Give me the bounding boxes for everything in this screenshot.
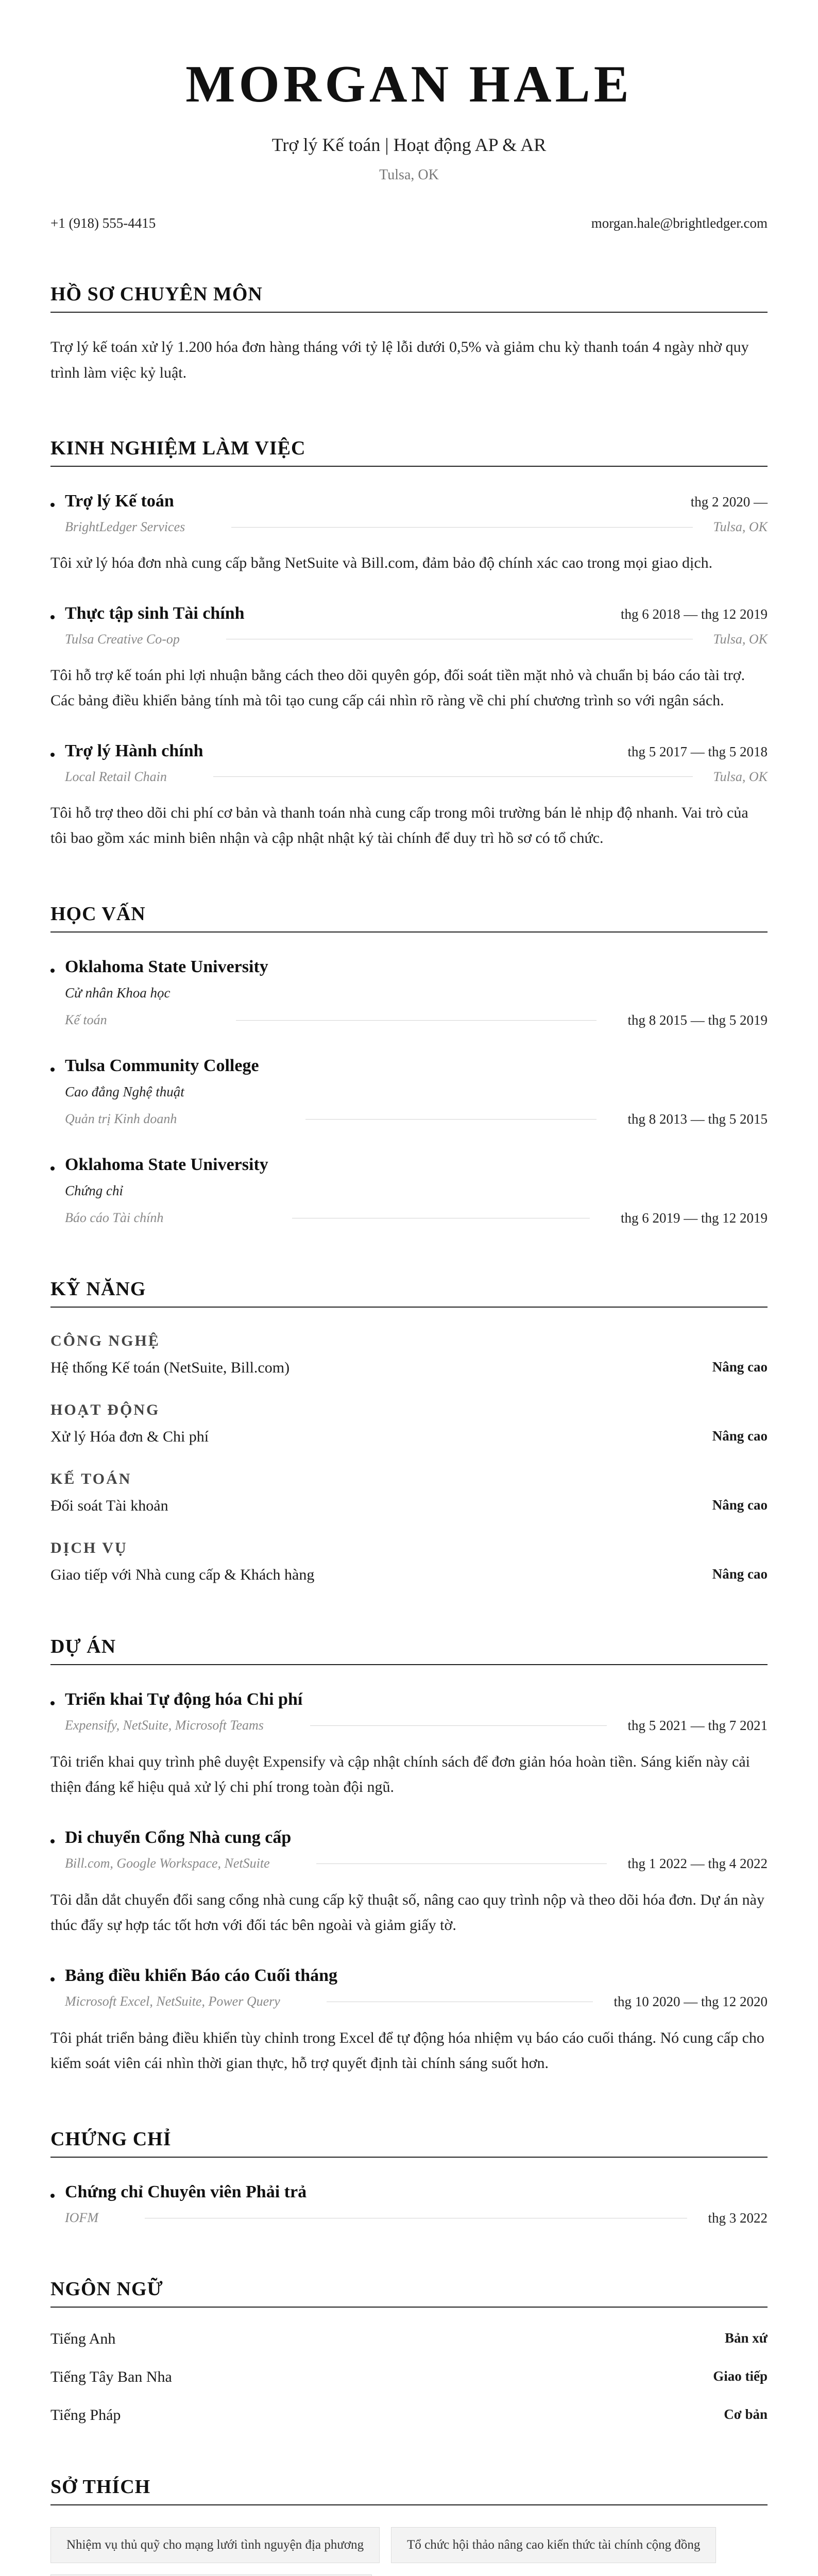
skill-level: Nâng cao [712, 1428, 768, 1444]
education-entry [50, 1056, 768, 1127]
education-entry [50, 957, 768, 1028]
study-field: Kế toán [65, 1012, 107, 1028]
language-name: Tiếng Anh [50, 2330, 116, 2347]
project-date: thg 1 2022 — thg 4 2022 [627, 1855, 768, 1871]
candidate-role: Trợ lý Kế toán | Hoạt động AP & AR [271, 134, 547, 156]
experience-entry [50, 741, 768, 851]
bullet-icon [50, 1067, 55, 1072]
language-row [50, 2406, 768, 2424]
job-location: Tulsa, OK [713, 631, 768, 647]
certification-title: Chứng chỉ Chuyên viên Phải trả [65, 2182, 307, 2201]
skill-name: Xử lý Hóa đơn & Chi phí [50, 1428, 209, 1445]
certification-entry [50, 2182, 768, 2226]
bullet-icon [50, 1701, 55, 1705]
education-date: thg 6 2019 — thg 12 2019 [620, 1210, 768, 1226]
skill-name: Đối soát Tài khoản [50, 1497, 168, 1514]
section-title: KỸ NĂNG [50, 1278, 768, 1308]
project-description: Tôi dẫn dắt chuyển đổi sang cổng nhà cung cấp kỹ thuật số, nâng cao quy trình nộp và theo dõi hóa đơn. Dự án này thúc đẩy sự hợp tác tốt hơn với đối tác bên ngoài và giảm giấy tờ. [50, 1891, 764, 1934]
interest-chips [50, 2527, 768, 2576]
degree-name: Cao đẳng Nghệ thuật [65, 1083, 184, 1099]
bullet-icon [50, 753, 55, 757]
bullet-icon [50, 1977, 55, 1981]
summary-section [50, 283, 768, 385]
skill-category: DỊCH VỤ [50, 1539, 128, 1556]
email-address[interactable]: morgan.hale@brightledger.com [591, 215, 768, 231]
certification-issuer: IOFM [65, 2210, 98, 2226]
job-title: Thực tập sinh Tài chính [65, 603, 245, 623]
degree-name: Chứng chỉ [65, 1182, 123, 1198]
certification-date: thg 3 2022 [708, 2210, 768, 2226]
divider [316, 1863, 607, 1864]
project-entry [50, 1966, 768, 2076]
bullet-icon [50, 2194, 55, 2198]
study-field: Báo cáo Tài chính [65, 1210, 164, 1226]
education-section [50, 903, 768, 1226]
divider [310, 1725, 607, 1726]
job-title: Trợ lý Hành chính [65, 741, 203, 760]
interest-chip: Nhiệm vụ thủ quỹ cho mạng lưới tình nguyện địa phương [50, 2527, 380, 2563]
language-row [50, 2368, 768, 2386]
divider [231, 527, 692, 528]
project-entry [50, 1690, 768, 1800]
study-field: Quản trị Kinh doanh [65, 1111, 177, 1127]
skill-category: CÔNG NGHỆ [50, 1332, 160, 1349]
degree-name: Cử nhân Khoa học [65, 985, 171, 1001]
project-tools: Bill.com, Google Workspace, NetSuite [65, 1856, 270, 1871]
education-date: thg 8 2013 — thg 5 2015 [627, 1111, 768, 1127]
language-name: Tiếng Pháp [50, 2406, 121, 2424]
section-title: KINH NGHIỆM LÀM VIỆC [50, 437, 768, 467]
skill-name: Giao tiếp với Nhà cung cấp & Khách hàng [50, 1566, 315, 1583]
divider [213, 776, 693, 777]
job-description: Tôi hỗ trợ theo dõi chi phí cơ bản và thanh toán nhà cung cấp trong môi trường bán lẻ nhịp độ nhanh. Vai trò của tôi bao gồm xác minh biên nhận và cập nhật nhật ký tài chính để duy trì hồ sơ có tổ chức. [50, 804, 748, 847]
bullet-icon [50, 969, 55, 973]
skill-level: Nâng cao [712, 1359, 768, 1375]
job-description: Tôi xử lý hóa đơn nhà cung cấp bằng NetSuite và Bill.com, đảm bảo độ chính xác cao trong mọi giao dịch. [50, 554, 713, 572]
bullet-icon [50, 1166, 55, 1171]
project-description: Tôi phát triển bảng điều khiển tùy chỉnh trong Excel để tự động hóa nhiệm vụ báo cáo cuối tháng. Nó cung cấp cho kiểm soát viên cái nhìn thời gian thực, hỗ trợ quyết định tài chính sáng suốt hơn. [50, 2029, 764, 2072]
phone-number: +1 (918) 555-4415 [50, 215, 156, 231]
job-date: thg 2 2020 — [690, 494, 768, 510]
section-title: SỞ THÍCH [50, 2476, 768, 2505]
summary-text: Trợ lý kế toán xử lý 1.200 hóa đơn hàng tháng với tỷ lệ lỗi dưới 0,5% và giảm chu kỳ thanh toán 4 ngày nhờ quy trình làm việc kỷ luật. [50, 338, 749, 381]
project-entry [50, 1828, 768, 1938]
skill-group [50, 1401, 768, 1446]
candidate-location: Tulsa, OK [379, 167, 439, 183]
job-location: Tulsa, OK [713, 769, 768, 784]
language-level: Giao tiếp [713, 2368, 768, 2384]
bullet-icon [50, 1839, 55, 1843]
experience-section [50, 437, 768, 851]
job-location: Tulsa, OK [713, 519, 768, 535]
project-title: Di chuyển Cổng Nhà cung cấp [65, 1827, 292, 1847]
job-description: Tôi hỗ trợ kế toán phi lợi nhuận bằng cách theo dõi quyên góp, đối soát tiền mặt nhỏ và chuẩn bị báo cáo tài trợ. Các bảng điều khiển bảng tính mà tôi tạo cung cấp cái nhìn rõ ràng về chi phí chương trình so với ngân sách. [50, 666, 745, 709]
interests-section [50, 2476, 768, 2576]
resume-header [50, 0, 768, 183]
contact-row [50, 215, 768, 231]
company-name: Tulsa Creative Co-op [65, 631, 180, 647]
skill-category: KẾ TOÁN [50, 1470, 132, 1487]
school-name: Tulsa Community College [65, 1056, 259, 1075]
school-name: Oklahoma State University [65, 957, 268, 976]
language-row [50, 2330, 768, 2348]
section-title: HỌC VẤN [50, 903, 768, 933]
project-title: Bảng điều khiển Báo cáo Cuối tháng [65, 1965, 338, 1985]
divider [305, 1119, 597, 1120]
project-date: thg 5 2021 — thg 7 2021 [627, 1717, 768, 1733]
project-tools: Expensify, NetSuite, Microsoft Teams [65, 1718, 264, 1733]
interest-chip: Tổ chức hội thảo nâng cao kiến thức tài chính cộng đồng [391, 2527, 716, 2563]
section-title: NGÔN NGỮ [50, 2278, 768, 2308]
skills-section [50, 1278, 768, 1584]
job-date: thg 6 2018 — thg 12 2019 [620, 606, 768, 622]
experience-entry [50, 492, 768, 576]
education-entry [50, 1155, 768, 1226]
project-date: thg 10 2020 — thg 12 2020 [614, 1993, 768, 2009]
skill-level: Nâng cao [712, 1497, 768, 1513]
divider [236, 1020, 597, 1021]
certifications-section [50, 2128, 768, 2226]
language-level: Bản xứ [725, 2330, 768, 2346]
candidate-name: MORGAN HALE [185, 55, 633, 113]
company-name: BrightLedger Services [65, 519, 185, 535]
project-description: Tôi triển khai quy trình phê duyệt Expensify và cập nhật chính sách để đơn giản hóa hoàn tiền. Sáng kiến này cải thiện đáng kể hiệu quả xử lý chi phí trong toàn đội ngũ. [50, 1753, 750, 1796]
section-title: DỰ ÁN [50, 1635, 768, 1665]
skill-name: Hệ thống Kế toán (NetSuite, Bill.com) [50, 1359, 290, 1376]
project-tools: Microsoft Excel, NetSuite, Power Query [65, 1994, 280, 2009]
project-title: Triển khai Tự động hóa Chi phí [65, 1689, 303, 1709]
section-title: HỒ SƠ CHUYÊN MÔN [50, 283, 768, 313]
skill-category: HOẠT ĐỘNG [50, 1401, 160, 1418]
school-name: Oklahoma State University [65, 1155, 268, 1174]
skill-level: Nâng cao [712, 1566, 768, 1582]
languages-section [50, 2278, 768, 2424]
education-date: thg 8 2015 — thg 5 2019 [627, 1012, 768, 1028]
company-name: Local Retail Chain [65, 769, 167, 784]
projects-section [50, 1635, 768, 2076]
skill-group [50, 1539, 768, 1584]
job-date: thg 5 2017 — thg 5 2018 [627, 743, 768, 759]
job-title: Trợ lý Kế toán [65, 492, 174, 511]
bullet-icon [50, 615, 55, 619]
skill-group [50, 1332, 768, 1377]
experience-entry [50, 604, 768, 714]
bullet-icon [50, 503, 55, 507]
section-title: CHỨNG CHỈ [50, 2128, 768, 2158]
skill-group [50, 1470, 768, 1515]
language-level: Cơ bản [724, 2406, 768, 2422]
language-name: Tiếng Tây Ban Nha [50, 2368, 172, 2385]
